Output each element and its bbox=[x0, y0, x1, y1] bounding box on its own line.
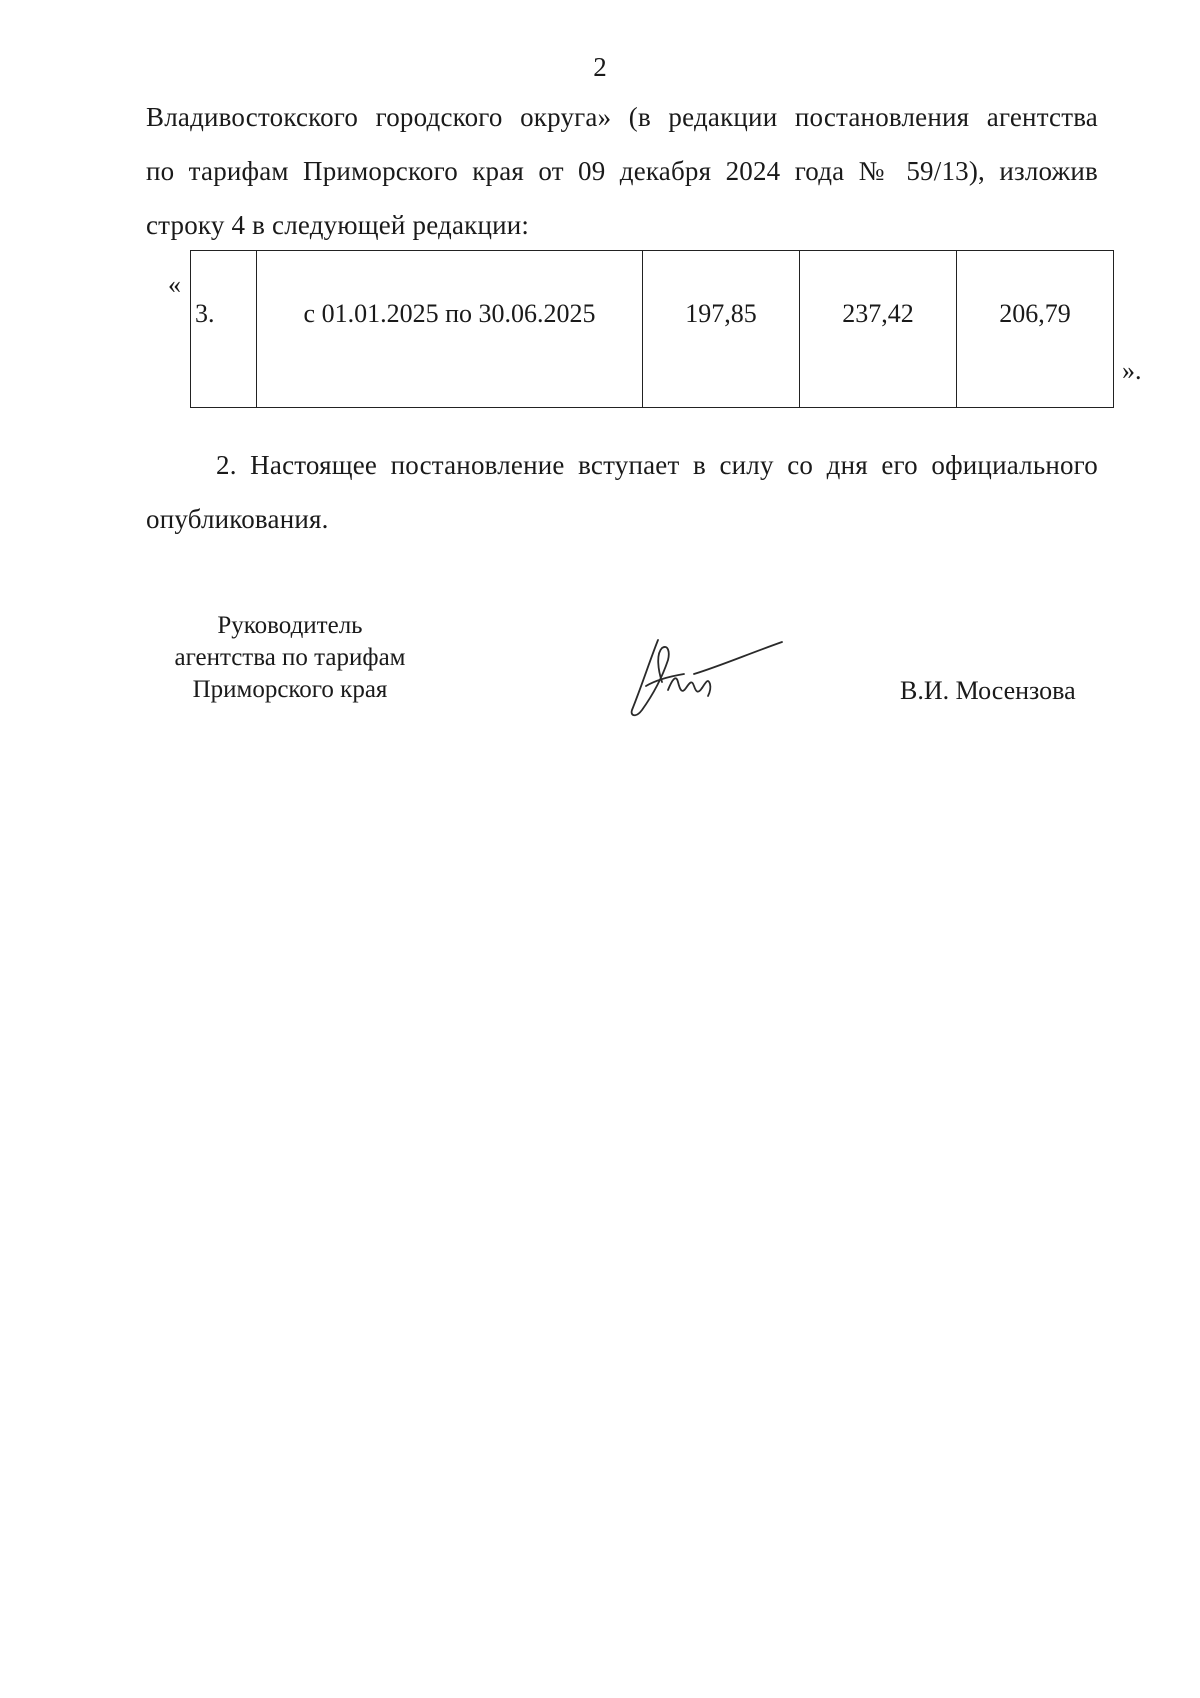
paragraph-effective-date bbox=[146, 438, 1098, 546]
quote-close-mark: ». bbox=[1122, 356, 1142, 385]
signer-name: В.И. Мосензова bbox=[900, 676, 1076, 705]
paragraph-line: опубликования. bbox=[146, 504, 329, 534]
signatory-title-line: Приморского края bbox=[192, 676, 388, 703]
paragraph-line: 2. Настоящее постановление вступает в силу со дня его официального bbox=[216, 450, 1098, 480]
value-cell-3: 206,79 bbox=[956, 251, 1113, 408]
value-cell-2: 237,42 bbox=[800, 251, 957, 408]
value-cell-1: 197,85 bbox=[643, 251, 800, 408]
tariff-table bbox=[190, 250, 1114, 408]
signatory-title bbox=[140, 610, 440, 706]
paragraph-line: по тарифам Приморского края от 09 декабря 2024 года № 59/13), изложив bbox=[146, 156, 1098, 186]
paragraph-line: Владивостокского городского округа» (в редакции постановления агентства bbox=[146, 102, 1098, 132]
handwritten-signature bbox=[628, 630, 788, 722]
table-row bbox=[191, 251, 1114, 408]
signatory-title-line: Руководитель bbox=[217, 612, 363, 639]
signatory-title-line: агентства по тарифам bbox=[174, 644, 406, 671]
paragraph-amendment-intro bbox=[146, 90, 1098, 252]
page-number: 2 bbox=[593, 52, 607, 82]
quote-open-mark: « bbox=[168, 270, 181, 299]
period-cell: с 01.01.2025 по 30.06.2025 bbox=[257, 251, 643, 408]
paragraph-line: строку 4 в следующей редакции: bbox=[146, 210, 530, 240]
row-number-cell: 3. bbox=[191, 251, 257, 408]
